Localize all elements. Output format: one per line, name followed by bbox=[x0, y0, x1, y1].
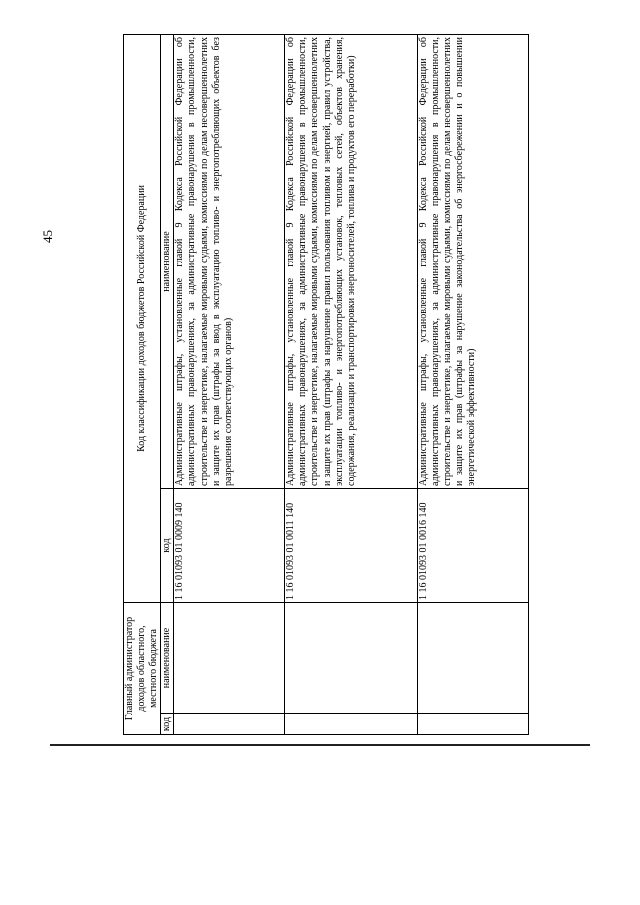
admin-name-cell bbox=[174, 603, 285, 714]
rotated-table-container bbox=[123, 35, 529, 735]
horizontal-divider bbox=[50, 744, 590, 746]
header-row-groups bbox=[124, 34, 161, 734]
income-code-cell: 1 16 01093 01 0011 140 bbox=[285, 489, 418, 603]
income-classification-table bbox=[123, 34, 529, 735]
income-name-cell: Административные штрафы, установленные главой 9 Кодекса Российской Федерации об административных правонарушениях, за административные правонарушения в промышленности, строительстве и энергетике, налагаемые мировыми судьями, комиссиями по делам несовершеннолетних и защите их прав (штрафы за ввод в эксплуатацию топливо- и энергопотребляющих объектов без разрешения соответствующих органов) bbox=[174, 34, 285, 488]
admin-code-cell bbox=[285, 714, 418, 735]
table-row bbox=[174, 34, 285, 734]
header-admin-code: код bbox=[161, 714, 174, 735]
admin-code-cell bbox=[174, 714, 285, 735]
header-row-columns bbox=[161, 34, 174, 734]
header-income-name: наименование bbox=[161, 34, 174, 488]
table-row bbox=[418, 34, 529, 734]
header-income-code: код bbox=[161, 489, 174, 603]
table-row bbox=[285, 34, 418, 734]
header-admin-name: наименование bbox=[161, 603, 174, 714]
admin-code-cell bbox=[418, 714, 529, 735]
admin-name-cell bbox=[418, 603, 529, 714]
income-code-cell: 1 16 01093 01 0016 140 bbox=[418, 489, 529, 603]
income-name-cell: Административные штрафы, установленные главой 9 Кодекса Российской Федерации об административных правонарушениях, за административные правонарушения в промышленности, строительстве и энергетике, налагаемые мировыми судьями, комиссиями по делам несовершеннолетних и защите их прав (штрафы за нарушение законодательства об энергосбережении и о повышении энергетической эффективности) bbox=[418, 34, 529, 488]
header-income-group: Код классификации доходов бюджетов Российской Федерации bbox=[124, 34, 161, 602]
page-number: 45 bbox=[40, 230, 55, 243]
income-name-cell: Административные штрафы, установленные главой 9 Кодекса Российской Федерации об административных правонарушениях, за административные правонарушения в промышленности, строительстве и энергетике, налагаемые мировыми судьями, комиссиями по делам несовершеннолетних и защите их прав (штрафы за нарушение правил пользования топливом и энергией, правил устройства, эксплуатации топливо- и энергопотребляющих установок, тепловых сетей, объектов хранения, содержания, реализации и транспортировки энергоносителей, топлива и продуктов его переработки) bbox=[285, 34, 418, 488]
header-admin-group: Главный администратор доходов областного, местного бюджета bbox=[124, 603, 161, 735]
admin-name-cell bbox=[285, 603, 418, 714]
income-code-cell: 1 16 01093 01 0009 140 bbox=[174, 489, 285, 603]
